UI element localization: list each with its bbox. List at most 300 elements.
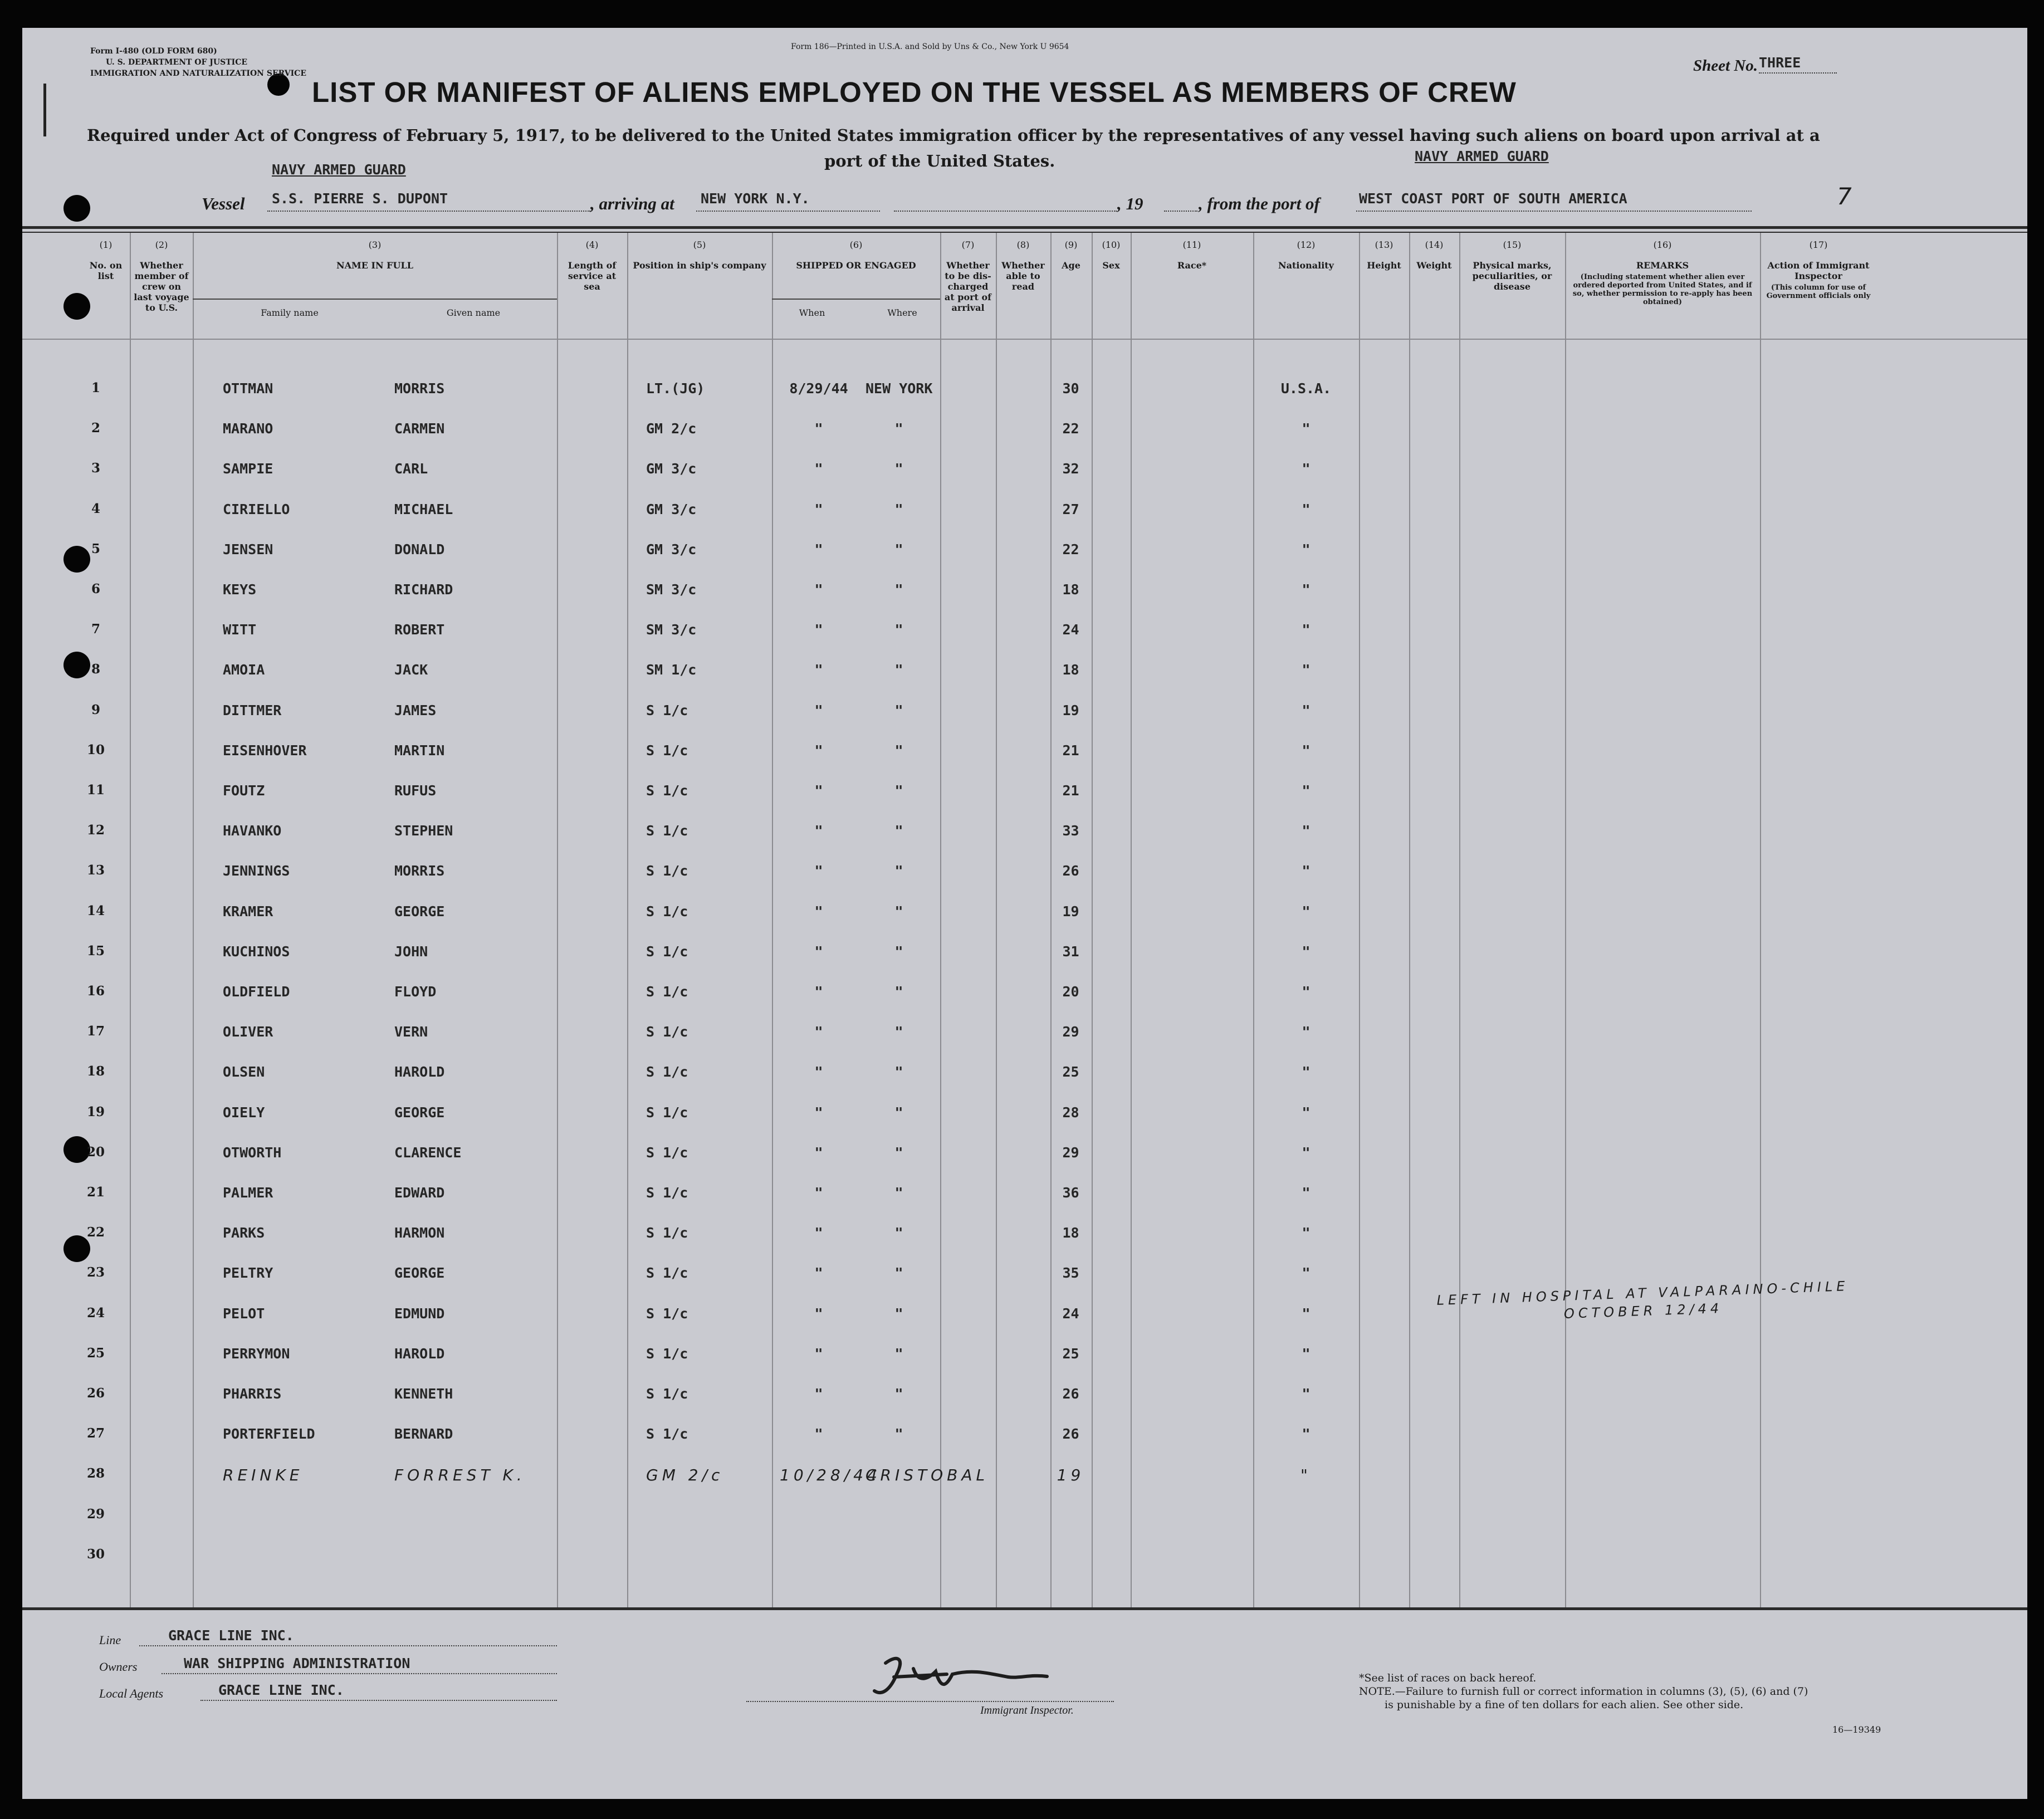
shipped-where: " bbox=[894, 863, 903, 879]
remarks: LEFT IN HOSPITAL AT VALPARAINO-CHILE OCTOBER 12/44 bbox=[1436, 1278, 1849, 1322]
age: 31 bbox=[1062, 943, 1079, 960]
row-number: 9 bbox=[91, 702, 100, 717]
shipped-when: " bbox=[814, 622, 823, 638]
row-number: 22 bbox=[86, 1225, 105, 1240]
row-number: 24 bbox=[86, 1305, 105, 1321]
column-header: (6) SHIPPED OR ENGAGED bbox=[796, 239, 916, 271]
owners-underline bbox=[162, 1673, 557, 1674]
shipped-when: " bbox=[814, 1104, 823, 1121]
family-name: DITTMER bbox=[223, 702, 282, 718]
row-number: 8 bbox=[91, 662, 100, 677]
shipped-when: " bbox=[814, 541, 823, 558]
column-header: (12) Nationality bbox=[1278, 239, 1334, 271]
agents-underline bbox=[201, 1700, 557, 1701]
column-header: (10) Sex bbox=[1102, 239, 1121, 271]
family-name: FOUTZ bbox=[223, 783, 265, 799]
shipped-where: " bbox=[894, 662, 903, 678]
punch-hole bbox=[63, 195, 90, 222]
row-number: 29 bbox=[86, 1506, 105, 1522]
table-top-rule bbox=[22, 226, 2027, 229]
column-rule bbox=[1092, 233, 1093, 1607]
position: S 1/c bbox=[646, 783, 688, 799]
shipped-where: " bbox=[894, 702, 903, 718]
column-header: (2) Whether member of crew on last voyage to U.S. bbox=[134, 239, 189, 313]
nationality: " bbox=[1302, 662, 1310, 678]
shipped-where: " bbox=[894, 1386, 903, 1402]
column-header: (16) REMARKS (Including statement whether alien ever ordered deported from United States, and if so, whether permission to re-apply has been obtained) bbox=[1572, 239, 1753, 306]
given-name: FLOYD bbox=[394, 984, 437, 1000]
given-name: ROBERT bbox=[394, 622, 445, 638]
family-name: JENSEN bbox=[223, 541, 273, 558]
column-header: (9) Age bbox=[1062, 239, 1080, 271]
family-name: KRAMER bbox=[223, 903, 273, 920]
nationality: " bbox=[1302, 501, 1310, 517]
position: SM 1/c bbox=[646, 662, 697, 678]
row-number: 14 bbox=[86, 903, 105, 918]
shipped-where: " bbox=[894, 1426, 903, 1443]
column-rule bbox=[627, 233, 628, 1607]
column-header: (17) Action of Immigrant Inspector (This column for use of Government officials only bbox=[1766, 239, 1871, 300]
column-rule bbox=[1760, 233, 1761, 1607]
family-name: EISENHOVER bbox=[223, 742, 307, 759]
nationality: " bbox=[1302, 1225, 1310, 1241]
family-name: OLDFIELD bbox=[223, 984, 290, 1000]
nationality: " bbox=[1302, 702, 1310, 718]
given-name: MARTIN bbox=[394, 742, 445, 759]
row-number: 18 bbox=[86, 1064, 105, 1079]
given-name: HAROLD bbox=[394, 1345, 445, 1362]
given-name-subhead: Given name bbox=[446, 307, 501, 318]
owners-label: Owners bbox=[99, 1660, 138, 1674]
shipped-when: " bbox=[814, 863, 823, 879]
subtitle-line-2: port of the United States. bbox=[824, 151, 1055, 170]
subtitle-line-1: Required under Act of Congress of February 5, 1917, to be delivered to the United States immigration officer by the representatives of any vessel having such aliens on board upon arrival at a bbox=[87, 126, 1820, 145]
given-name: EDWARD bbox=[394, 1185, 445, 1201]
given-name: MORRIS bbox=[394, 380, 445, 397]
nationality: " bbox=[1302, 1305, 1310, 1322]
shipped-when: " bbox=[814, 1426, 823, 1443]
row-number: 3 bbox=[91, 461, 100, 476]
family-name: PALMER bbox=[223, 1185, 273, 1201]
shipped-when: " bbox=[814, 1265, 823, 1282]
column-rule bbox=[1359, 233, 1360, 1607]
family-name: KUCHINOS bbox=[223, 943, 290, 960]
shipped-when: " bbox=[814, 783, 823, 799]
form-service: IMMIGRATION AND NATURALIZATION SERVICE bbox=[90, 69, 306, 78]
nationality: " bbox=[1302, 783, 1310, 799]
agents-value: GRACE LINE INC. bbox=[218, 1682, 344, 1698]
given-name: JOHN bbox=[394, 943, 428, 960]
arriving-port: NEW YORK N.Y. bbox=[701, 190, 810, 207]
given-name: JAMES bbox=[394, 702, 437, 718]
from-port-label: , from the port of bbox=[1199, 194, 1320, 213]
shipped-when: " bbox=[814, 1024, 823, 1040]
column-header: (7) Whether to be dis-charged at port of arrival bbox=[944, 239, 992, 313]
age: 25 bbox=[1062, 1345, 1079, 1362]
position: S 1/c bbox=[646, 823, 688, 839]
position: S 1/c bbox=[646, 1345, 688, 1362]
column-header: (13) Height bbox=[1367, 239, 1401, 271]
shipped-where: " bbox=[894, 1225, 903, 1241]
family-name: PELOT bbox=[223, 1305, 265, 1322]
header-bottom-rule bbox=[22, 339, 2027, 340]
nationality: " bbox=[1302, 903, 1310, 920]
vessel-line bbox=[267, 211, 590, 212]
column-rule bbox=[1131, 233, 1132, 1607]
row-number: 5 bbox=[91, 541, 100, 556]
row-number: 6 bbox=[91, 581, 100, 596]
shipped-where: NEW YORK bbox=[865, 380, 933, 397]
position: S 1/c bbox=[646, 1064, 688, 1080]
age: 20 bbox=[1062, 984, 1079, 1000]
given-name: GEORGE bbox=[394, 903, 445, 920]
column-rule bbox=[193, 233, 194, 1607]
age: 18 bbox=[1062, 662, 1079, 678]
given-name: RICHARD bbox=[394, 581, 453, 598]
position: GM 2/c bbox=[646, 420, 697, 437]
agents-label: Local Agents bbox=[99, 1686, 164, 1700]
shipped-when: " bbox=[814, 501, 823, 517]
column-rule bbox=[1050, 233, 1052, 1607]
position: GM 3/c bbox=[646, 461, 697, 477]
position: GM 3/c bbox=[646, 501, 697, 517]
shipped-where: " bbox=[894, 1024, 903, 1040]
age: 22 bbox=[1062, 420, 1079, 437]
shipped-where: " bbox=[894, 943, 903, 960]
row-number: 1 bbox=[91, 380, 100, 395]
position: S 1/c bbox=[646, 1265, 688, 1282]
column-header: (15) Physical marks, peculiarities, or disease bbox=[1472, 239, 1552, 292]
row-number: 4 bbox=[91, 501, 100, 516]
shipped-when: " bbox=[814, 420, 823, 437]
vessel-name: S.S. PIERRE S. DUPONT bbox=[272, 190, 448, 207]
family-name: OTTMAN bbox=[223, 380, 273, 397]
age: 27 bbox=[1062, 501, 1079, 517]
shipped-where: " bbox=[894, 1064, 903, 1080]
given-name: JACK bbox=[394, 662, 428, 678]
given-name: HARMON bbox=[394, 1225, 445, 1241]
nationality: U.S.A. bbox=[1280, 380, 1332, 397]
nationality: " bbox=[1300, 1466, 1312, 1485]
nationality: " bbox=[1302, 1386, 1310, 1402]
given-name: GEORGE bbox=[394, 1104, 445, 1121]
form-code: 16—19349 bbox=[1832, 1724, 1881, 1735]
nationality: " bbox=[1302, 581, 1310, 598]
given-name: MICHAEL bbox=[394, 501, 453, 517]
column-rule bbox=[1253, 233, 1254, 1607]
shipped-when: " bbox=[814, 984, 823, 1000]
margin-mark bbox=[43, 84, 46, 136]
position: S 1/c bbox=[646, 1305, 688, 1322]
age: 18 bbox=[1062, 581, 1079, 598]
inspector-label: Immigrant Inspector. bbox=[980, 1704, 1074, 1717]
position: S 1/c bbox=[646, 1024, 688, 1040]
fine-note-2: is punishable by a fine of ten dollars for each alien. See other side. bbox=[1385, 1699, 1744, 1711]
given-name: GEORGE bbox=[394, 1265, 445, 1282]
shipped-where: " bbox=[894, 742, 903, 759]
family-name: HAVANKO bbox=[223, 823, 282, 839]
family-name-subhead: Family name bbox=[261, 307, 319, 318]
line-underline bbox=[139, 1645, 557, 1646]
shipped-where: " bbox=[894, 581, 903, 598]
position: S 1/c bbox=[646, 702, 688, 718]
row-number: 7 bbox=[91, 622, 100, 637]
footer-top-rule bbox=[22, 1607, 2027, 1610]
family-name: REINKE bbox=[223, 1466, 304, 1485]
given-name: CARMEN bbox=[394, 420, 445, 437]
shipped-when: 10/28/44 bbox=[780, 1466, 881, 1485]
family-name: PARKS bbox=[223, 1225, 265, 1241]
row-number: 13 bbox=[86, 863, 105, 878]
shipped-when: " bbox=[814, 1305, 823, 1322]
column-header: (5) Position in ship's company bbox=[633, 239, 766, 271]
position: S 1/c bbox=[646, 1225, 688, 1241]
position: S 1/c bbox=[646, 903, 688, 920]
given-name: CLARENCE bbox=[394, 1144, 462, 1161]
sheet-label: Sheet No. bbox=[1693, 57, 1758, 75]
family-name: SAMPIE bbox=[223, 461, 273, 477]
family-name: MARANO bbox=[223, 420, 273, 437]
age: 33 bbox=[1062, 823, 1079, 839]
family-name: OLIVER bbox=[223, 1024, 273, 1040]
shipped-where: " bbox=[894, 1144, 903, 1161]
row-number: 16 bbox=[86, 984, 105, 999]
age: 35 bbox=[1062, 1265, 1079, 1282]
age: 21 bbox=[1062, 742, 1079, 759]
year-line bbox=[1164, 211, 1197, 212]
manifest-sheet bbox=[22, 28, 2027, 1799]
nationality: " bbox=[1302, 742, 1310, 759]
shipped-when: " bbox=[814, 1185, 823, 1201]
family-name: PERRYMON bbox=[223, 1345, 290, 1362]
row-number: 11 bbox=[86, 783, 105, 798]
position: S 1/c bbox=[646, 1426, 688, 1443]
age: 19 bbox=[1062, 903, 1079, 920]
name-subhead-rule bbox=[193, 299, 557, 300]
age: 29 bbox=[1062, 1024, 1079, 1040]
nationality: " bbox=[1302, 943, 1310, 960]
shipped-when: " bbox=[814, 903, 823, 920]
shipped-where: " bbox=[894, 501, 903, 517]
family-name: OLSEN bbox=[223, 1064, 265, 1080]
family-name: PHARRIS bbox=[223, 1386, 282, 1402]
shipped-when: " bbox=[814, 461, 823, 477]
position: GM 3/c bbox=[646, 541, 697, 558]
shipped-when: " bbox=[814, 1345, 823, 1362]
family-name: PORTERFIELD bbox=[223, 1426, 315, 1443]
age: 29 bbox=[1062, 1144, 1079, 1161]
column-rule bbox=[772, 233, 773, 1607]
shipped-when: " bbox=[814, 943, 823, 960]
column-rule bbox=[1409, 233, 1410, 1607]
given-name: RUFUS bbox=[394, 783, 437, 799]
nationality: " bbox=[1302, 863, 1310, 879]
age: 30 bbox=[1062, 380, 1079, 397]
column-header: (8) Whether able to read bbox=[1001, 239, 1045, 292]
position: LT.(JG) bbox=[646, 380, 705, 397]
shipped-where: CRISTOBAL bbox=[865, 1466, 989, 1485]
position: S 1/c bbox=[646, 1144, 688, 1161]
arriving-line bbox=[696, 211, 880, 212]
column-header: (4) Length of service at sea bbox=[568, 239, 617, 292]
age: 26 bbox=[1062, 863, 1079, 879]
shipped-where: " bbox=[894, 541, 903, 558]
position: GM 2/c bbox=[646, 1466, 724, 1485]
nationality: " bbox=[1302, 1185, 1310, 1201]
column-rule bbox=[1565, 233, 1566, 1607]
column-header: (1) No. on list bbox=[89, 239, 123, 281]
column-header: (14) Weight bbox=[1416, 239, 1452, 271]
position: S 1/c bbox=[646, 1185, 688, 1201]
column-rule bbox=[996, 233, 997, 1607]
position: S 1/c bbox=[646, 1386, 688, 1402]
shipped-when: " bbox=[814, 1386, 823, 1402]
row-number: 12 bbox=[86, 823, 105, 838]
family-name: JENNINGS bbox=[223, 863, 290, 879]
age: 18 bbox=[1062, 1225, 1079, 1241]
row-number: 26 bbox=[86, 1386, 105, 1401]
age: 19 bbox=[1062, 702, 1079, 718]
age: 21 bbox=[1062, 783, 1079, 799]
column-header: (3) NAME IN FULL bbox=[336, 239, 413, 271]
position: S 1/c bbox=[646, 1104, 688, 1121]
nationality: " bbox=[1302, 984, 1310, 1000]
shipped-where: " bbox=[894, 783, 903, 799]
nationality: " bbox=[1302, 541, 1310, 558]
form-number: Form I-480 (OLD FORM 680) bbox=[90, 47, 217, 56]
arriving-label: , arriving at bbox=[590, 194, 674, 213]
age: 24 bbox=[1062, 1305, 1079, 1322]
sheet-number-line bbox=[1759, 72, 1837, 74]
given-name: DONALD bbox=[394, 541, 445, 558]
shipped-when: " bbox=[814, 581, 823, 598]
nationality: " bbox=[1302, 1104, 1310, 1121]
shipped-where: " bbox=[894, 461, 903, 477]
age: 28 bbox=[1062, 1104, 1079, 1121]
age: 36 bbox=[1062, 1185, 1079, 1201]
age: 22 bbox=[1062, 541, 1079, 558]
family-name: PELTRY bbox=[223, 1265, 273, 1282]
where-subhead: Where bbox=[887, 307, 917, 318]
column-rule bbox=[1459, 233, 1460, 1607]
from-port: WEST COAST PORT OF SOUTH AMERICA bbox=[1359, 190, 1627, 207]
given-name: KENNETH bbox=[394, 1386, 453, 1402]
position: S 1/c bbox=[646, 984, 688, 1000]
shipped-where: " bbox=[894, 1345, 903, 1362]
nationality: " bbox=[1302, 1265, 1310, 1282]
shipped-when: " bbox=[814, 742, 823, 759]
punch-hole bbox=[63, 293, 90, 320]
stamp-navy-armed-guard-right: NAVY ARMED GUARD bbox=[1415, 148, 1549, 164]
form-department: U. S. DEPARTMENT OF JUSTICE bbox=[106, 58, 248, 67]
line-label: Line bbox=[99, 1633, 121, 1647]
page-mark: 7 bbox=[1837, 183, 1856, 210]
row-number: 19 bbox=[86, 1104, 105, 1119]
shipped-when: " bbox=[814, 662, 823, 678]
position: SM 3/c bbox=[646, 581, 697, 598]
shipped-subhead-rule bbox=[772, 299, 940, 300]
family-name: WITT bbox=[223, 622, 257, 638]
row-number: 30 bbox=[86, 1546, 105, 1562]
sheet-number: THREE bbox=[1759, 55, 1801, 71]
given-name: FORREST K. bbox=[394, 1466, 526, 1485]
position: S 1/c bbox=[646, 863, 688, 879]
age: 24 bbox=[1062, 622, 1079, 638]
vessel-label: Vessel bbox=[202, 194, 245, 213]
position: S 1/c bbox=[646, 742, 688, 759]
row-number: 10 bbox=[86, 742, 105, 757]
column-header: (11) Race* bbox=[1177, 239, 1207, 271]
stamp-navy-armed-guard-left: NAVY ARMED GUARD bbox=[272, 162, 406, 178]
owners-value: WAR SHIPPING ADMINISTRATION bbox=[184, 1655, 410, 1671]
given-name: VERN bbox=[394, 1024, 428, 1040]
nationality: " bbox=[1302, 1024, 1310, 1040]
family-name: AMOIA bbox=[223, 662, 265, 678]
nationality: " bbox=[1302, 1426, 1310, 1443]
shipped-where: " bbox=[894, 622, 903, 638]
year-label: , 19 bbox=[1117, 194, 1143, 213]
position: S 1/c bbox=[646, 943, 688, 960]
family-name: KEYS bbox=[223, 581, 257, 598]
nationality: " bbox=[1302, 1144, 1310, 1161]
row-number: 27 bbox=[86, 1426, 105, 1441]
row-number: 17 bbox=[86, 1024, 105, 1039]
family-name: CIRIELLO bbox=[223, 501, 290, 517]
family-name: OIELY bbox=[223, 1104, 265, 1121]
column-rule bbox=[940, 233, 941, 1607]
shipped-when: " bbox=[814, 1144, 823, 1161]
shipped-when: 8/29/44 bbox=[789, 380, 848, 397]
shipped-where: " bbox=[894, 984, 903, 1000]
shipped-when: " bbox=[814, 1225, 823, 1241]
row-number: 20 bbox=[86, 1144, 105, 1160]
age: 25 bbox=[1062, 1064, 1079, 1080]
page-title: LIST OR MANIFEST OF ALIENS EMPLOYED ON THE VESSEL AS MEMBERS OF CREW bbox=[312, 76, 1517, 108]
shipped-where: " bbox=[894, 420, 903, 437]
row-number: 28 bbox=[86, 1466, 105, 1481]
shipped-when: " bbox=[814, 823, 823, 839]
nationality: " bbox=[1302, 1345, 1310, 1362]
nationality: " bbox=[1302, 461, 1310, 477]
shipped-when: " bbox=[814, 702, 823, 718]
family-name: OTWORTH bbox=[223, 1144, 282, 1161]
shipped-where: " bbox=[894, 1104, 903, 1121]
given-name: EDMUND bbox=[394, 1305, 445, 1322]
given-name: CARL bbox=[394, 461, 428, 477]
shipped-where: " bbox=[894, 823, 903, 839]
table-top-rule-2 bbox=[22, 232, 2027, 233]
column-rule bbox=[130, 233, 131, 1607]
nationality: " bbox=[1302, 420, 1310, 437]
inspector-line bbox=[746, 1701, 1114, 1702]
row-number: 21 bbox=[86, 1185, 105, 1200]
nationality: " bbox=[1302, 622, 1310, 638]
given-name: STEPHEN bbox=[394, 823, 453, 839]
row-number: 23 bbox=[86, 1265, 105, 1280]
nationality: " bbox=[1302, 823, 1310, 839]
row-number: 15 bbox=[86, 943, 105, 959]
races-note: *See list of races on back hereof. bbox=[1359, 1672, 1537, 1684]
shipped-where: " bbox=[894, 1185, 903, 1201]
printer-line: Form 186—Printed in U.S.A. and Sold by Uns & Co., New York U 9654 bbox=[791, 42, 1069, 51]
position: SM 3/c bbox=[646, 622, 697, 638]
column-rule bbox=[557, 233, 558, 1607]
given-name: BERNARD bbox=[394, 1426, 453, 1443]
age: 26 bbox=[1062, 1426, 1079, 1443]
age: 19 bbox=[1057, 1466, 1085, 1485]
shipped-where: " bbox=[894, 1305, 903, 1322]
row-number: 2 bbox=[91, 420, 100, 436]
